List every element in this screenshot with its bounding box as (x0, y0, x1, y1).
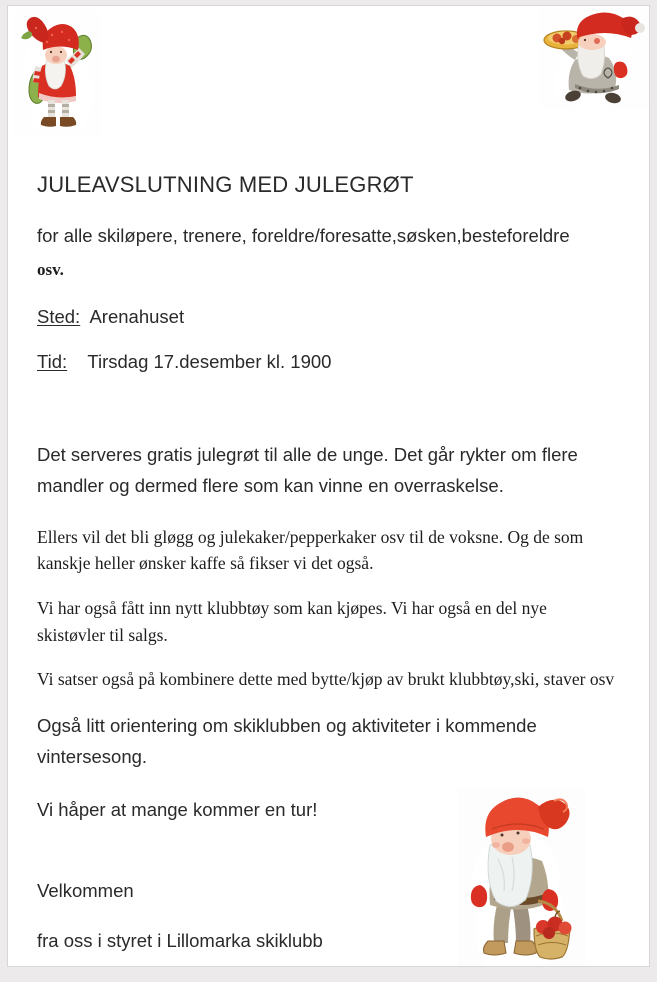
signature-spacer (37, 847, 619, 877)
signature-line: fra oss i styret i Lillomarka skiklubb (37, 930, 323, 952)
detail-tid-value: Tirsdag 17.desember kl. 1900 (67, 351, 332, 373)
detail-tid (37, 349, 619, 375)
paragraph-bytte-kjop: Vi satser også på kombinere dette med bytte/kjøp av brukt klubbtøy,ski, staver osv (37, 669, 615, 690)
page-title: JULEAVSLUTNING MED JULEGRØT (37, 172, 414, 197)
gnome-with-cookie-tray-image (539, 8, 650, 109)
document-body (37, 171, 619, 967)
paragraph-haper: Vi håper at mange kommer en tur! (37, 798, 318, 820)
detail-sted (37, 304, 619, 330)
paragraph-glogg: Ellers vil det bli gløgg og julekaker/pepperkaker osv til de voksne. Og de som kanskje heller ønsker kaffe så fikser vi det også. (37, 526, 584, 574)
paragraph-orientering: Også litt orientering om skiklubben og aktiviteter i kommende vintersesong. (37, 714, 537, 767)
lead-suffix: osv. (37, 260, 64, 280)
detail-tid-label: Tid: (37, 351, 68, 373)
closing-greeting: Velkommen (37, 880, 134, 902)
document-sheet (7, 5, 650, 967)
paragraph-klubbtoy: Vi har også fått inn nytt klubbtøy som kan kjøpes. Vi har også en del nye skistøvler til salgs. (37, 598, 547, 645)
paragraph-julegrot: Det serveres gratis julegrøt til alle de unge. Det går rykter om flere mandler og dermed flere som kan vinne en overraskelse. (37, 444, 578, 496)
detail-sted-label: Sted: (37, 306, 81, 328)
lead-paragraph: for alle skiløpere, trenere, foreldre/foresatte,søsken,besteforeldre (37, 224, 570, 246)
spacer (37, 394, 619, 440)
detail-sted-value: Arenahuset (80, 306, 185, 328)
gnome-with-green-mittens-image (14, 10, 101, 137)
